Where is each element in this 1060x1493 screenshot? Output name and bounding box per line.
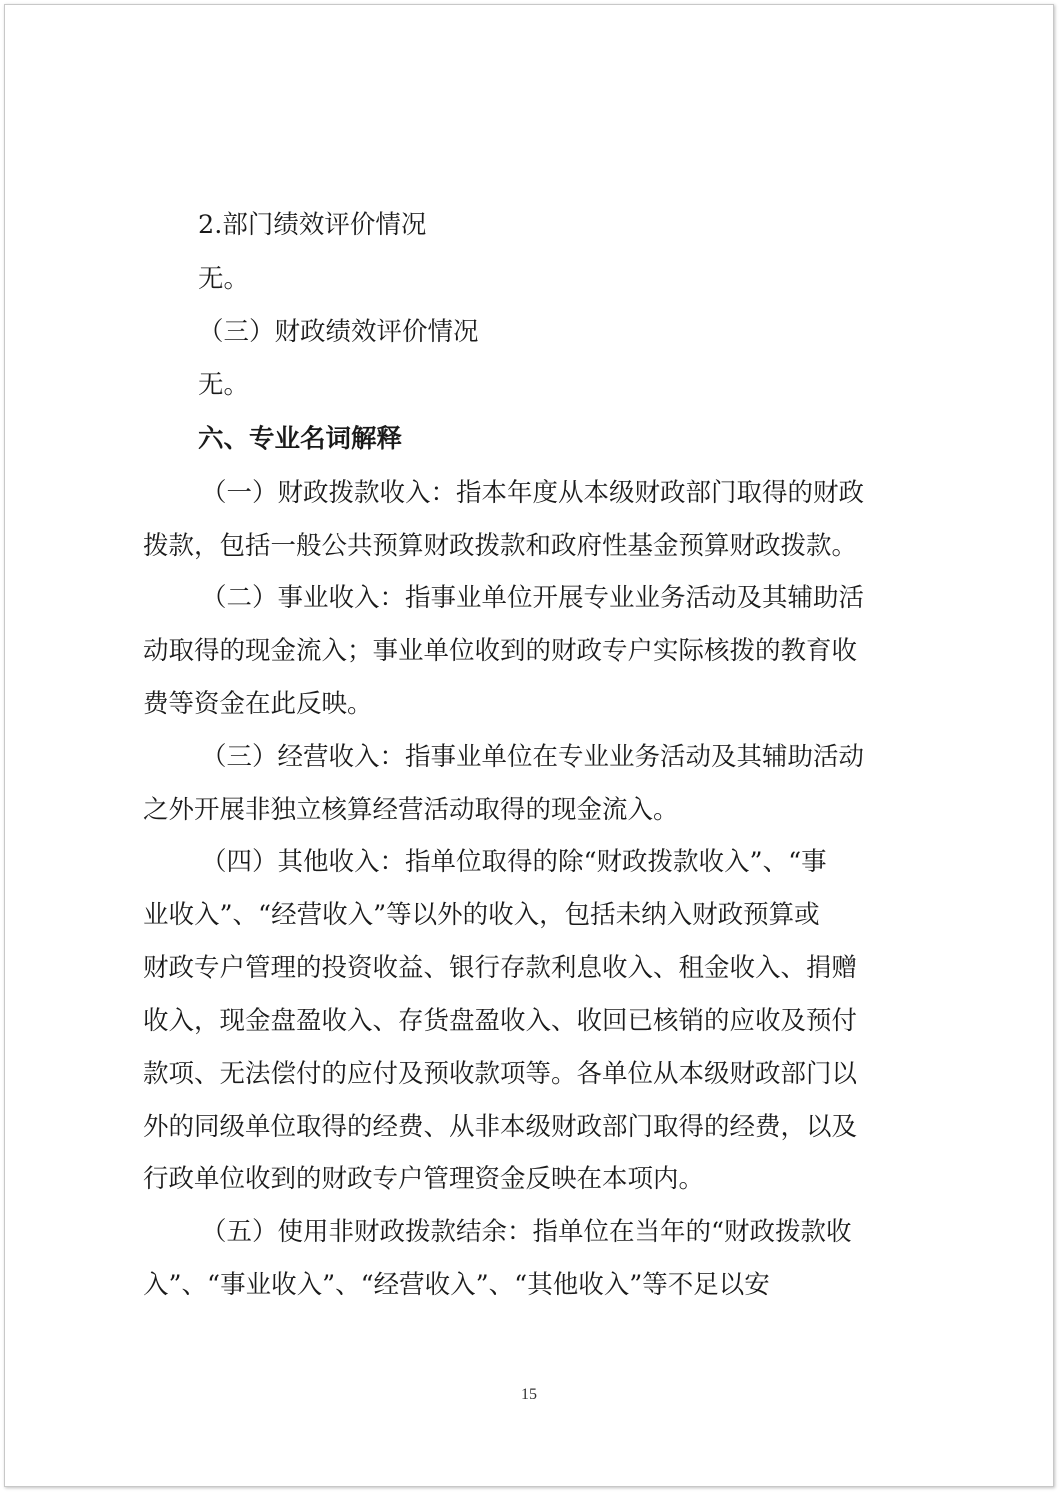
subheading-fiscal-evaluation: （三）财政绩效评价情况 — [198, 317, 479, 347]
paragraph-line: 无。 — [198, 370, 250, 400]
document-page — [4, 4, 1054, 1487]
paragraph-line: 无。 — [198, 264, 250, 294]
paragraph-line: 款项、无法偿付的应付及预收款项等。各单位从本级财政部门以 — [143, 1059, 858, 1089]
paragraph-line: 入”、“事业收入”、“经营收入”、“其他收入”等不足以安 — [143, 1270, 770, 1300]
paragraph-line: 动取得的现金流入；事业单位收到的财政专户实际核拨的教育收 — [143, 636, 858, 666]
paragraph-line: 财政专户管理的投资收益、银行存款利息收入、租金收入、捐赠 — [143, 953, 858, 983]
page-number: 15 — [521, 1386, 537, 1403]
paragraph-line: （四）其他收入：指单位取得的除“财政拨款收入”、“事 — [201, 847, 827, 877]
paragraph-line: 拨款，包括一般公共预算财政拨款和政府性基金预算财政拨款。 — [143, 531, 858, 561]
paragraph-line: 之外开展非独立核算经营活动取得的现金流入。 — [143, 795, 679, 825]
paragraph-line: （五）使用非财政拨款结余：指单位在当年的“财政拨款收 — [201, 1217, 852, 1247]
paragraph-line: 行政单位收到的财政专户管理资金反映在本项内。 — [143, 1164, 705, 1194]
section-heading-glossary: 六、专业名词解释 — [198, 424, 403, 454]
subheading-dept-evaluation: 2.部门绩效评价情况 — [198, 210, 427, 240]
paragraph-line: 收入，现金盘盈收入、存货盘盈收入、收回已核销的应收及预付 — [143, 1006, 858, 1036]
paragraph-line: 费等资金在此反映。 — [143, 689, 373, 719]
paragraph-line: （一）财政拨款收入：指本年度从本级财政部门取得的财政 — [201, 478, 865, 508]
paragraph-line: （二）事业收入：指事业单位开展专业业务活动及其辅助活 — [201, 583, 865, 613]
paragraph-line: 外的同级单位取得的经费、从非本级财政部门取得的经费，以及 — [143, 1112, 858, 1142]
paragraph-line: （三）经营收入：指事业单位在专业业务活动及其辅助活动 — [201, 742, 865, 772]
paragraph-line: 业收入”、“经营收入”等以外的收入，包括未纳入财政预算或 — [143, 900, 820, 930]
